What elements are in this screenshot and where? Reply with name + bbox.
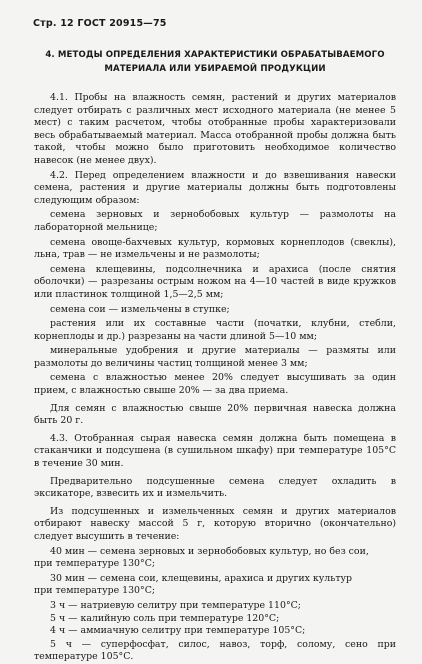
drying-line-5: 4 ч — аммиачную селитру при температуре 105°С; xyxy=(50,625,306,637)
drying-line-2: 30 мин — семена сои, клещевины, арахиса и других культур xyxy=(50,572,353,584)
paragraph-4-3: 4.3. Отобранная сырая навеска семян должна быть помещена в стаканчики и подсушена (в сушильном шкафу) при температуре 105°С в течение 30 мин. xyxy=(34,432,396,470)
paragraph-sample: Из подсушенных и измельченных семян и других материалов отбирают навеску массой 5 г, которую вторично (окончательно) следует высушить в течение: xyxy=(34,505,396,542)
prep-item: семена с влажностью менее 20% следует высушивать за один прием, с влажностью свыше 20% — за два приема. xyxy=(34,372,396,397)
document-page xyxy=(33,18,396,663)
prep-item: семена сои — измельчены в ступке; xyxy=(50,303,230,315)
prep-item: семена зерновых и зернобобовых культур — размолоты на лабораторной мельнице; xyxy=(34,209,396,233)
paragraph-predrying: Предварительно подсушенные семена следует охладить в эксикаторе, взвесить их и измельчить. xyxy=(34,475,396,500)
drying-line-1-cont: при температуре 130°С; xyxy=(34,558,156,570)
drying-line-2-cont: при температуре 130°С; xyxy=(34,585,156,597)
drying-schedule xyxy=(34,546,396,664)
section-title-line-2: МАТЕРИАЛА ИЛИ УБИРАЕМОЙ ПРОДУКЦИИ xyxy=(104,63,326,74)
drying-line-4: 5 ч — калийную соль при температуре 120°С; xyxy=(50,612,280,624)
drying-line-1: 40 мин — семена зерновых и зернобобовых культур, но без сои, xyxy=(50,545,369,557)
page-header: Стр. 12 ГОСТ 20915—75 xyxy=(33,18,167,29)
prep-item: растения или их составные части (початки, клубни, стебли, корнеплоды и др.) разрезаны на части длиной 5—10 мм; xyxy=(34,318,396,342)
section-title-line-1: 4. МЕТОДЫ ОПРЕДЕЛЕНИЯ ХАРАКТЕРИСТИКИ ОБРАБАТЫВАЕМОГО xyxy=(45,50,385,60)
prep-item: минеральные удобрения и другие материалы — размяты или размолоты до величины частиц толщиной менее 3 мм; xyxy=(34,345,396,369)
section-title xyxy=(34,49,396,76)
paragraph-4-2: 4.2. Перед определением влажности и до взвешивания навески семена, растения и другие материалы должны быть подготовлены следующим образом: xyxy=(34,169,396,206)
drying-line-3: 3 ч — натриевую селитру при температуре 110°С; xyxy=(50,599,301,611)
drying-line-6: 5 ч — суперфосфат, силос, навоз, торф, солому, сено при температуре 105°С. xyxy=(34,638,396,663)
paragraph-4-1: 4.1. Пробы на влажность семян, растений и других материалов следует отбирать с различных мест исходного материала (не менее 5 мест) с таким расчетом, чтобы отобранные пробы характеризовали весь обрабатываемый материал. Масса отобранной пробы должна быть такой, чтобы можно было приготовить необходимое количество навесок (не менее двух). xyxy=(34,92,396,166)
paragraph-seed-weight: Для семян с влажностью свыше 20% первичная навеска должна быть 20 г. xyxy=(34,402,396,427)
prep-item: семена овоще-бахчевых культур, кормовых корнеплодов (свеклы), льна, трав — не измельчены и не размолоты; xyxy=(34,236,396,261)
prep-item: семена клещевины, подсолнечника и арахиса (после снятия оболочки) — разрезаны острым ножом на 4—10 частей в виде кружков или пластинок толщиной 1,5—2,5 мм; xyxy=(34,263,396,300)
